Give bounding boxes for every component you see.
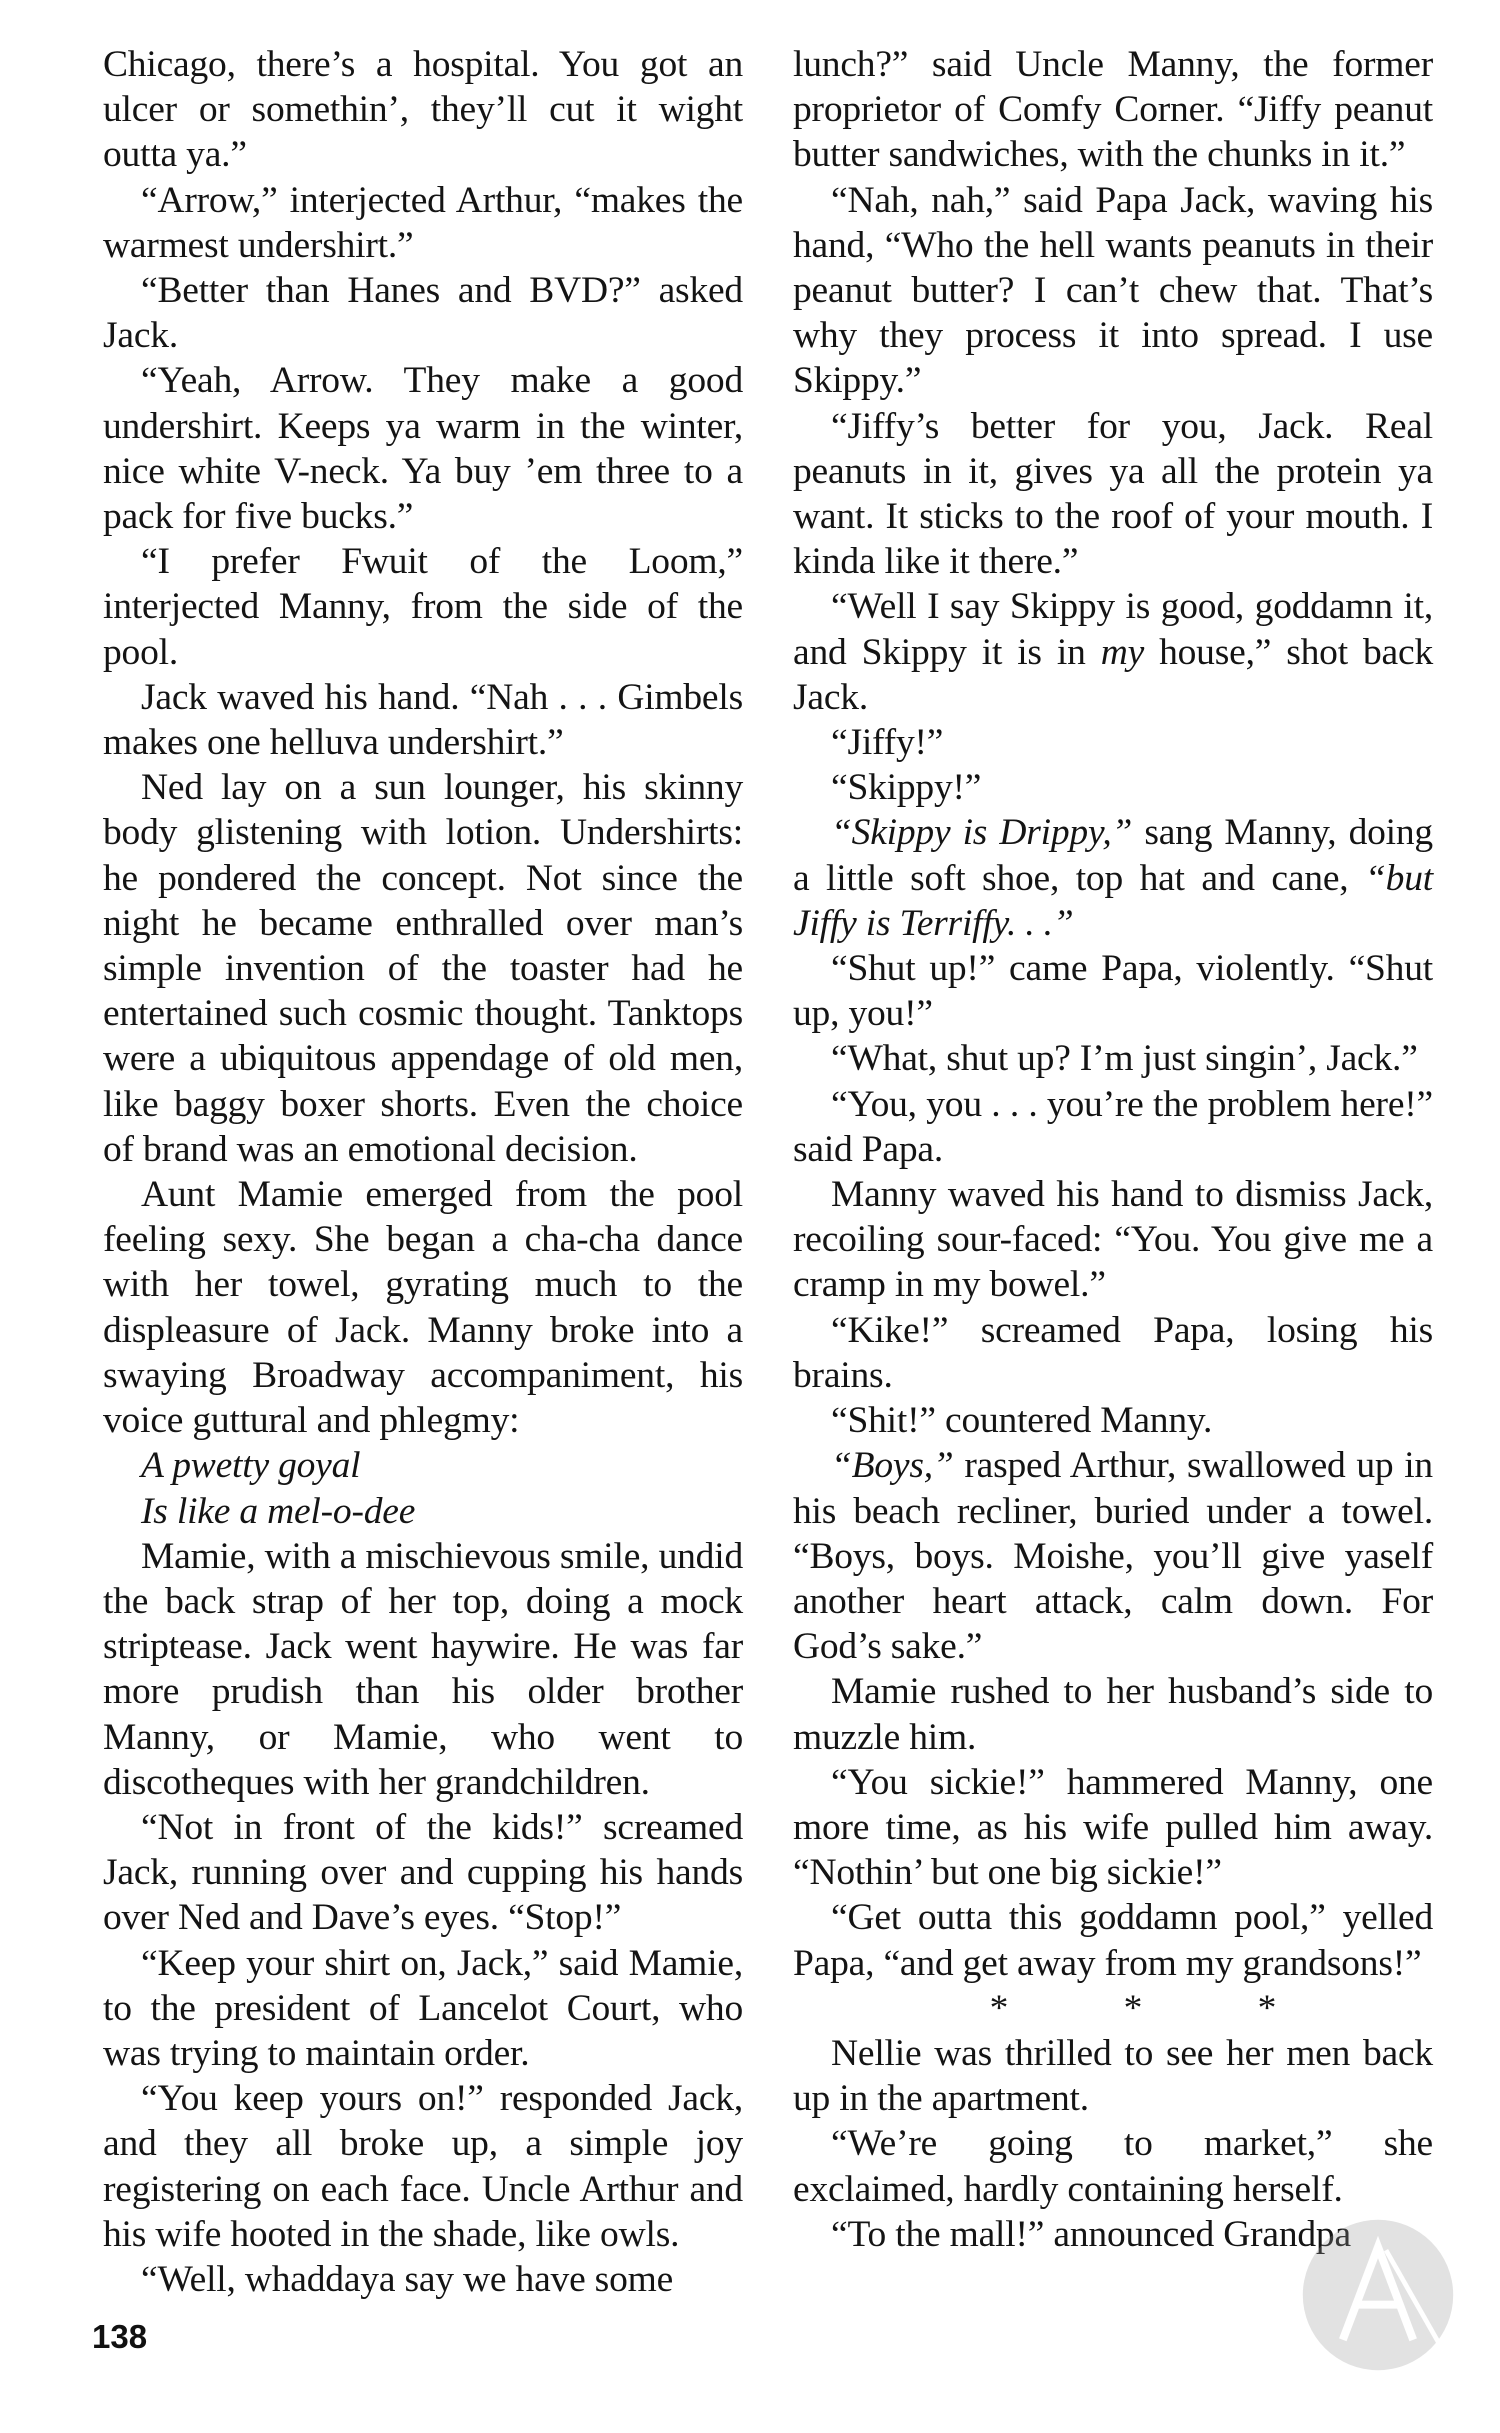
paragraph: “Skippy!” bbox=[831, 767, 982, 809]
paragraph: Mamie rushed to her husband’s side to muzzle him. bbox=[793, 1671, 1433, 1758]
paragraph: “Nah, nah,” said Papa Jack, waving his hand, “Who the hell wants peanuts in their peanut butter? I can’t chew that. That’s why they process it into spread. I use Skippy.” bbox=[793, 179, 1433, 402]
paragraph: “Jiffy!” bbox=[831, 722, 944, 764]
paragraph: “Keep your shirt on, Jack,” said Mamie, to the president of Lancelot Court, who was trying to maintain order. bbox=[103, 1942, 743, 2074]
paragraph: Nellie was thrilled to see her men back up in the apartment. bbox=[793, 2032, 1433, 2120]
paragraph: “Not in front of the kids!” screamed Jack, running over and cupping his hands over Ned and Dave’s eyes. “Stop!” bbox=[103, 1806, 743, 1939]
paragraph: “Better than Hanes and BVD?” asked Jack. bbox=[103, 270, 743, 357]
paragraph: Ned lay on a sun lounger, his skinny body glistening with lotion. Undershirts: he pondered the concept. Not since the night he became enthralled over man’s simple invention of the toaster had he entertained such cosmic thought. Tanktops were a ubiquitous appendage of old men, like baggy boxer shorts. Even the choice of brand was an emotional decision. bbox=[103, 767, 743, 1170]
paragraph: “Get outta this goddamn pool,” yelled Papa, “and get away from my grandsons!” bbox=[793, 1897, 1433, 1984]
paragraph: Aunt Mamie emerged from the pool feeling sexy. She began a cha-cha dance with her towel, gyrating much to the displeasure of Jack. Manny broke into a swaying Broadway accompaniment, his voice guttural and phlegmy: bbox=[103, 1174, 743, 1442]
paragraph: “Boys,” rasped Arthur, swallowed up in his beach recliner, buried under a towel. “Boys, boys. Moishe, you’ll give yaself another heart attack, calm down. For God’s sake.” bbox=[793, 1445, 1433, 1668]
paragraph: Manny waved his hand to dismiss Jack, recoiling sour-faced: “You. You give me a cramp in my bowel.” bbox=[793, 1174, 1433, 1306]
paragraph: “Well, whaddaya say we have some bbox=[141, 2258, 674, 2300]
paragraph: “We’re going to market,” she exclaimed, hardly containing herself. bbox=[793, 2123, 1433, 2210]
publisher-logo-watermark-icon bbox=[1298, 2215, 1458, 2375]
paragraph: A pwetty goyal bbox=[141, 1445, 361, 1487]
section-break: * * * bbox=[989, 1987, 1277, 2029]
paragraph: “Well I say Skippy is good, goddamn it, and Skippy it is in my house,” shot back Jack. bbox=[793, 586, 1433, 718]
paragraph: Mamie, with a mischievous smile, undid the back strap of her top, doing a mock striptease. Jack went haywire. He was far more prudish than his older brother Manny, or Mamie, who went to discotheques with her grandchildren. bbox=[103, 1535, 743, 1803]
paragraph: “Shut up!” came Papa, violently. “Shut up, you!” bbox=[793, 948, 1433, 1035]
paragraph: Jack waved his hand. “Nah . . . Gimbels makes one helluva undershirt.” bbox=[103, 676, 743, 764]
left-text-column bbox=[103, 42, 743, 2302]
paragraph: “You, you . . . you’re the problem here!” said Papa. bbox=[793, 1083, 1433, 1170]
paragraph: lunch?” said Uncle Manny, the former proprietor of Comfy Corner. “Jiffy peanut butter sandwiches, with the chunks in it.” bbox=[793, 44, 1433, 176]
paragraph: “What, shut up? I’m just singin’, Jack.” bbox=[831, 1038, 1418, 1080]
paragraph: “You keep yours on!” responded Jack, and they all broke up, a simple joy registering on each face. Uncle Arthur and his wife hooted in the shade, like owls. bbox=[103, 2078, 743, 2255]
paragraph: “To the mall!” announced Grandpa bbox=[831, 2213, 1351, 2255]
paragraph: Chicago, there’s a hospital. You got an ulcer or somethin’, they’ll cut it wight outta ya.” bbox=[103, 44, 743, 176]
paragraph: “Shit!” countered Manny. bbox=[831, 1400, 1213, 1442]
right-text-column bbox=[793, 42, 1433, 2257]
paragraph: Is like a mel-o-dee bbox=[141, 1490, 416, 1532]
page-number: 138 bbox=[92, 2318, 148, 2355]
paragraph: “Skippy is Drippy,” sang Manny, doing a little soft shoe, top hat and cane, “but Jiffy is Terriffy. . .” bbox=[793, 812, 1433, 944]
paragraph: “You sickie!” hammered Manny, one more time, as his wife pulled him away. “Nothin’ but one big sickie!” bbox=[793, 1761, 1433, 1894]
paragraph: “Arrow,” interjected Arthur, “makes the warmest undershirt.” bbox=[103, 179, 743, 266]
paragraph: “Jiffy’s better for you, Jack. Real peanuts in it, gives ya all the protein ya want. It sticks to the roof of your mouth. I kinda like it there.” bbox=[793, 405, 1433, 583]
paragraph: “Yeah, Arrow. They make a good undershirt. Keeps ya warm in the winter, nice white V-neck. Ya buy ’em three to a pack for five bucks.” bbox=[103, 360, 743, 538]
paragraph: “Kike!” screamed Papa, losing his brains. bbox=[793, 1309, 1433, 1396]
paragraph: “I prefer Fwuit of the Loom,” interjected Manny, from the side of the pool. bbox=[103, 541, 743, 673]
